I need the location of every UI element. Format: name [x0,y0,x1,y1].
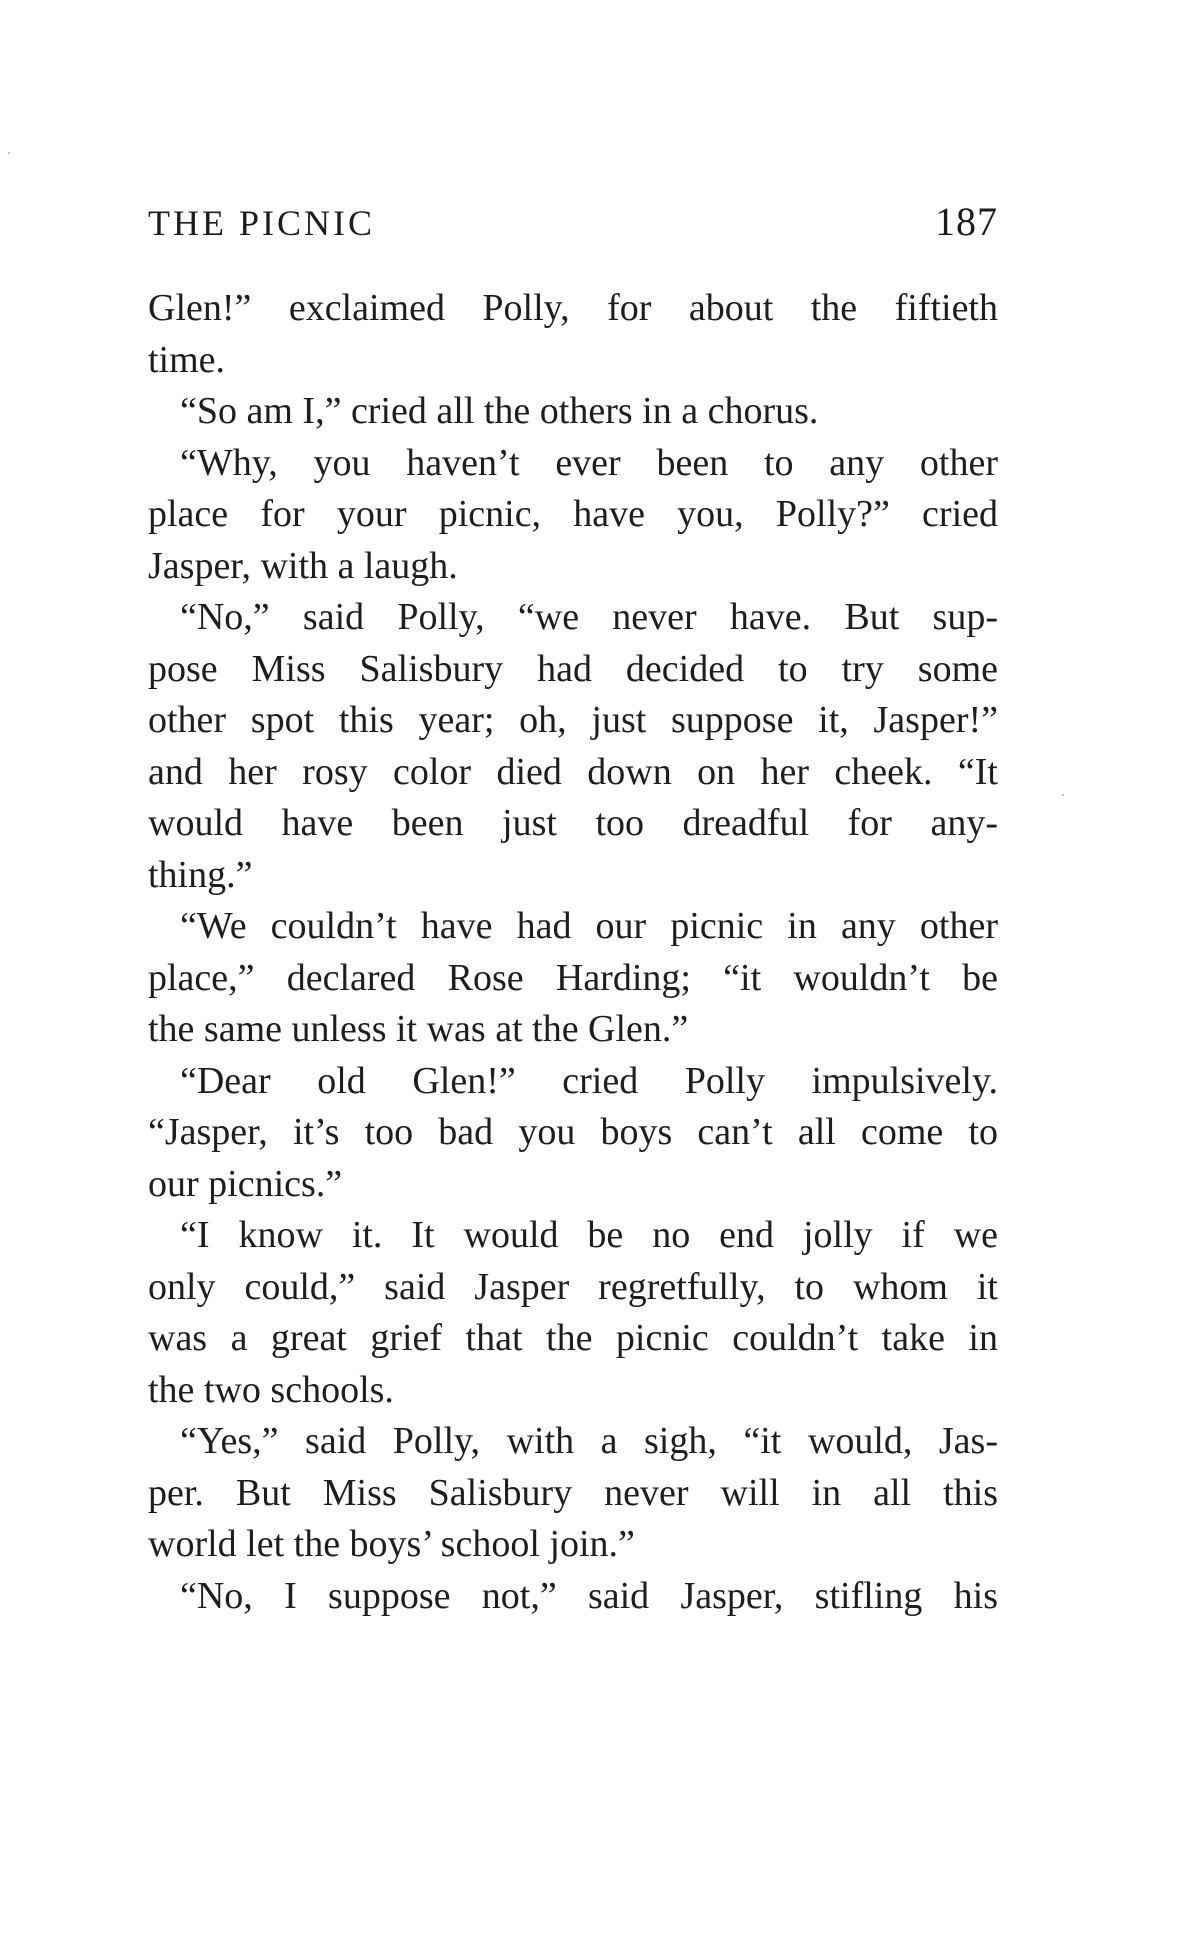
text-line: and her rosy color died down on her cheek. “It [148,750,998,793]
text-line: only could,” said Jasper regretfully, to whom it [148,1265,998,1308]
text-line: place for your picnic, have you, Polly?” cried [148,493,998,535]
text-line: “No,” said Polly, “we never have. But sup- [180,596,998,638]
text-line: other spot this year; oh, just suppose it, Jasper!” [148,699,998,741]
text-line: the same unless it was at the Glen.” [148,1008,689,1050]
scan-speck [1062,794,1064,796]
text-line: the two schools. [148,1368,394,1411]
text-line: “No, I suppose not,” said Jasper, stifling his [180,1574,998,1617]
text-line: our picnics.” [148,1162,343,1205]
text-line: “Yes,” said Polly, with a sigh, “it would, Jas- [180,1420,998,1462]
text-line: place,” declared Rose Harding; “it wouldn’t be [148,956,998,999]
chapter-title: THE PICNIC [148,203,375,243]
text-line: would have been just too dreadful for any- [148,802,998,844]
text-line: “Why, you haven’t ever been to any other [180,441,998,484]
text-line: “We couldn’t have had our picnic in any other [180,905,998,947]
text-line: “I know it. It would be no end jolly if we [180,1214,998,1256]
text-line: thing.” [148,853,253,896]
body-text [148,283,998,1622]
text-line: Glen!” exclaimed Polly, for about the fiftieth [148,287,998,329]
page-number: 187 [935,199,998,244]
running-head [148,198,998,258]
text-line: world let the boys’ school join.” [148,1523,635,1565]
text-line: per. But Miss Salisbury never will in all this [148,1471,998,1514]
text-line: “So am I,” cried all the others in a chorus. [180,390,819,432]
scan-speck [8,152,10,154]
text-line: “Jasper, it’s too bad you boys can’t all come to [148,1111,998,1153]
text-line: time. [148,338,226,381]
text-line: was a great grief that the picnic couldn’t take in [148,1317,998,1359]
text-line: “Dear old Glen!” cried Polly impulsively. [180,1059,998,1102]
text-line: Jasper, with a laugh. [148,544,458,587]
text-line: pose Miss Salisbury had decided to try some [148,647,998,690]
